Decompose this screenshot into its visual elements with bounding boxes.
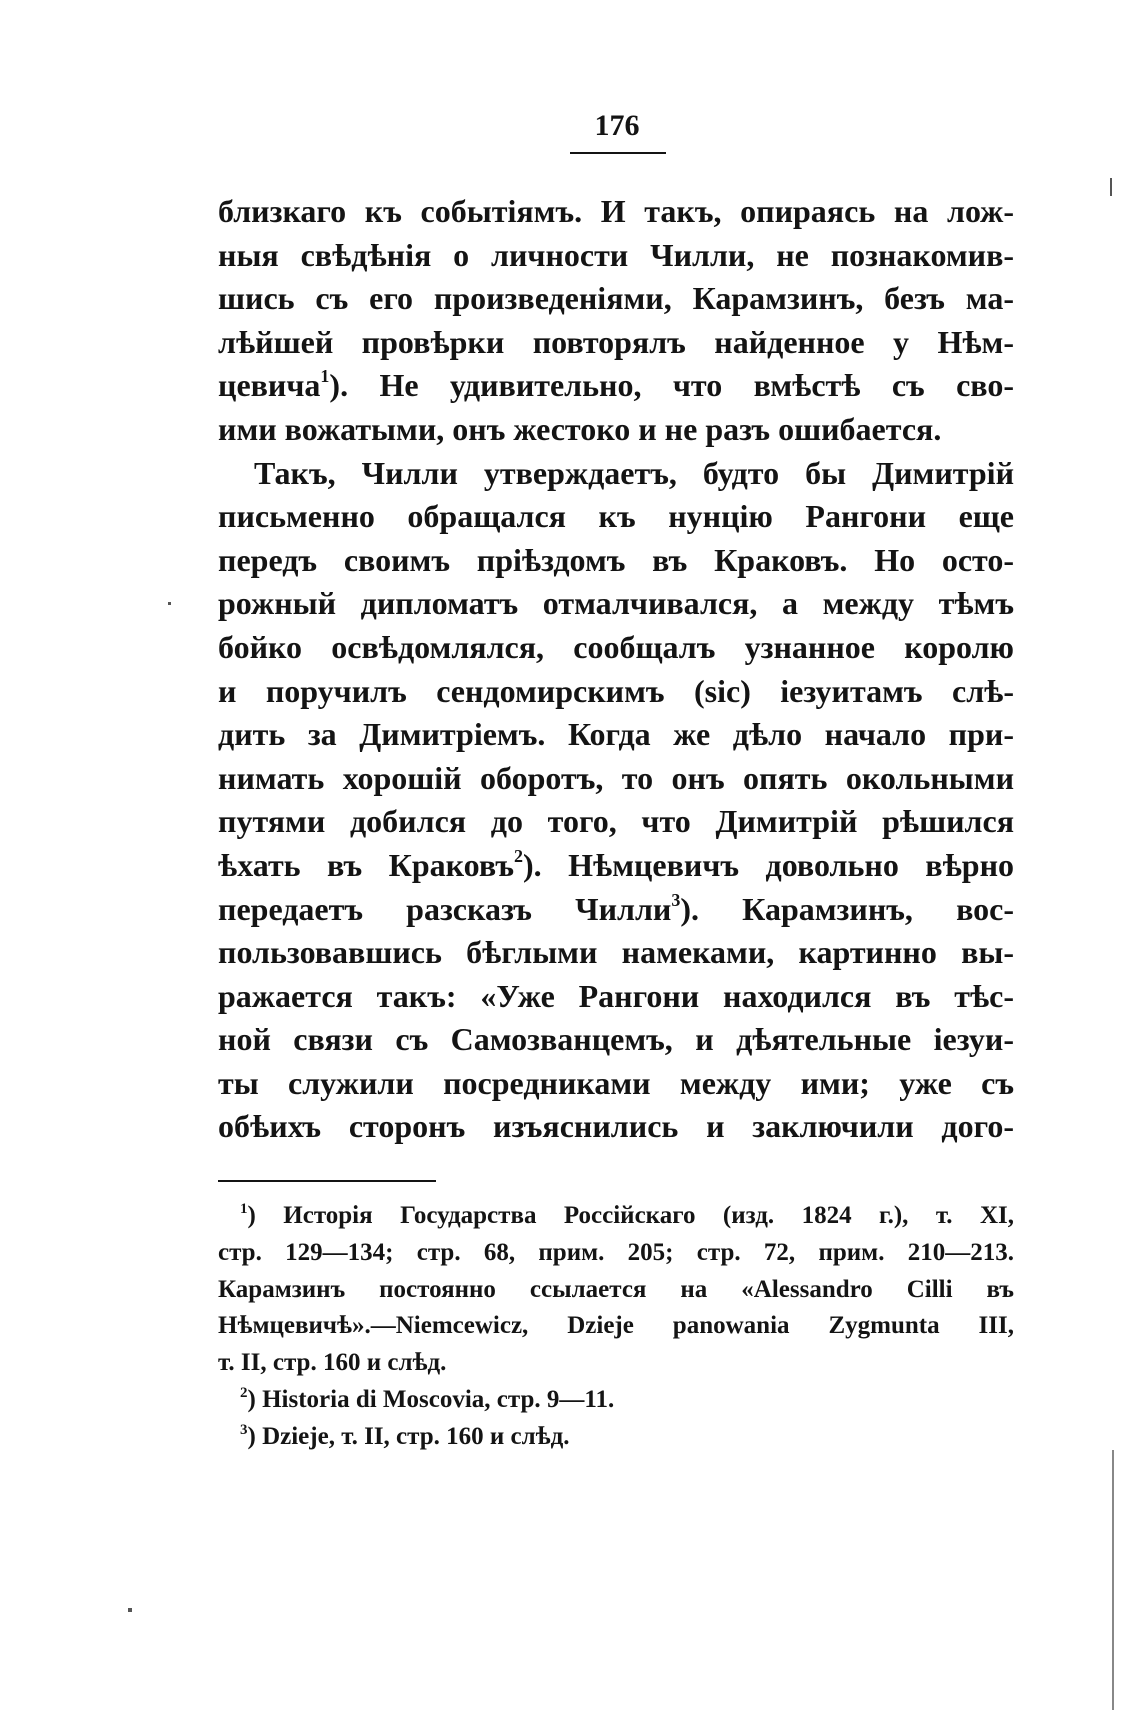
text-segment: цевича — [218, 367, 321, 404]
text-line: письменно обращался къ нунцію Рангони еще — [218, 498, 1014, 535]
footnote-marker: 1 — [240, 1201, 248, 1217]
text-line: передъ своимъ пріѣздомъ въ Краковъ. Но осто- — [218, 541, 1014, 578]
footnote-marker: 3 — [240, 1421, 248, 1438]
text-line: путями добился до того, что Димитрій рѣшился — [218, 803, 1014, 840]
text-line — [218, 364, 1014, 408]
footnote-2 — [218, 1382, 1014, 1419]
text-line: близкаго къ событіямъ. И такъ, опираясь на лож- — [218, 193, 1014, 229]
scan-artifact — [1112, 1450, 1114, 1710]
text-line: ныя свѣдѣнія о личности Чилли, не познакомив- — [218, 236, 1014, 273]
text-line: ими вожатыми, онъ жестоко и не разъ ошибается. — [218, 410, 942, 447]
page-number-underline — [570, 152, 666, 154]
footnotes — [218, 1198, 1014, 1456]
paragraph-start-line: Такъ, Чилли утверждаетъ, будто бы Димитрій — [254, 454, 1014, 491]
text-line — [218, 844, 1014, 888]
scan-artifact — [128, 1608, 132, 1612]
footnote-marker: 2 — [240, 1384, 248, 1401]
text-line — [218, 888, 1014, 932]
body-text — [218, 190, 1014, 1149]
footnote-line: Карамзинъ постоянно ссылается на «Alessandro Cilli въ — [218, 1275, 1014, 1303]
text-segment: передаетъ разсказъ Чилли — [218, 890, 672, 927]
text-segment: ). Нѣмцевичъ довольно вѣрно — [523, 846, 1015, 883]
footnote-ref-2: 2 — [514, 845, 523, 866]
footnote-ref-1: 1 — [320, 366, 330, 387]
scan-artifact — [1110, 178, 1112, 196]
footnote-text: ) Historia di Moscovia, стр. 9—11. — [247, 1385, 615, 1413]
footnote-separator — [218, 1180, 436, 1182]
text-line: ты служили посредниками между ими; уже съ — [218, 1064, 1014, 1101]
page-number: 176 — [594, 109, 640, 142]
footnote-line: стр. 129—134; стр. 68, прим. 205; стр. 72, прим. 210—213. — [218, 1238, 1014, 1266]
scan-artifact — [168, 602, 171, 605]
footnote-1 — [218, 1198, 1014, 1235]
text-line: пользовавшись бѣглыми намеками, картинно вы- — [218, 934, 1014, 971]
footnote-text: ) Исторія Государства Россійскаго (изд. 1824 г.), т. XI, — [247, 1202, 1014, 1229]
text-line: дить за Димитріемъ. Когда же дѣло начало при- — [218, 716, 1014, 753]
text-line: ной связи съ Самозванцемъ, и дѣятельные іезуи- — [218, 1021, 1014, 1058]
text-line: лѣйшей провѣрки повторялъ найденное у Нѣм- — [218, 323, 1014, 360]
text-segment: ). Карамзинъ, вос- — [680, 890, 1014, 927]
text-line: бойко освѣдомлялся, сообщалъ узнанное королю — [218, 628, 1014, 665]
footnote-text: ) Dzieje, т. II, стр. 160 и слѣд. — [247, 1422, 570, 1450]
text-line: рожный дипломатъ отмалчивался, а между тѣмъ — [218, 585, 1014, 622]
text-segment: ѣхать въ Краковъ — [218, 846, 514, 883]
footnote-line: Нѣмцевичѣ».—Niemcewicz, Dzieje panowania Zygmunta III, — [218, 1312, 1014, 1340]
footnote-line: т. II, стр. 160 и слѣд. — [218, 1349, 447, 1377]
text-segment: ). Не удивительно, что вмѣстѣ съ сво- — [329, 367, 1014, 404]
text-line: и поручилъ сендомирскимъ (sic) іезуитамъ слѣ- — [218, 672, 1014, 709]
text-line: ражается такъ: «Уже Рангони находился въ тѣс- — [218, 977, 1014, 1014]
footnote-ref-3: 3 — [671, 889, 681, 910]
footnote-3 — [218, 1419, 1014, 1456]
text-line: шись съ его произведеніями, Карамзинъ, безъ ма- — [218, 280, 1014, 317]
text-line: нимать хорошій оборотъ, то онъ опять окольными — [218, 759, 1014, 796]
text-line: обѣихъ сторонъ изъяснились и заключили дого- — [218, 1108, 1014, 1145]
